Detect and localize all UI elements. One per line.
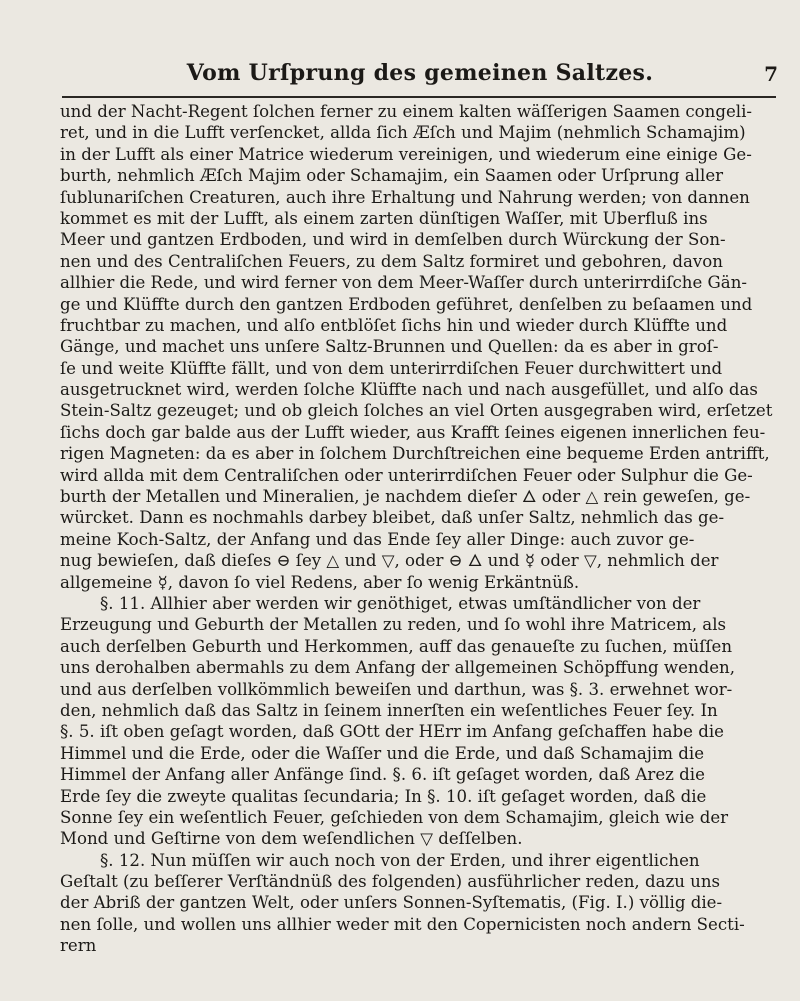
text-line: und aus derſelben vollkömmlich beweiſen und darthun, was §. 3. erwehnet wor-: [60, 679, 733, 699]
text-line: würcket. Dann es nochmahls darbey bleibet, daß unſer Saltz, nehmlich das ge-: [60, 508, 725, 528]
text-line: kommet es mit der Lufft, als einem zarten dünſtigen Waſſer, mit Uberfluß ins: [60, 208, 708, 228]
text-line: Stein-Saltz gezeuget; und ob gleich ſolches an viel Orten ausgegraben wird, erſetzet: [60, 401, 773, 421]
text-line: ausgetrucknet wird, werden ſolche Klüffte nach und nach ausgefüllet, und alſo das: [60, 380, 758, 400]
page-number: 7: [764, 62, 778, 86]
text-line: §. 5. iſt oben geſagt worden, daß GOtt der HErr im Anfang geſchaffen habe die: [60, 722, 724, 742]
header-rule: [62, 96, 776, 98]
text-line: uns derohalben abermahls zu dem Anfang der allgemeinen Schöpffung wenden,: [60, 658, 736, 678]
running-title: Vom Urſprung des gemeinen Saltzes.: [186, 60, 654, 86]
text-line: wird allda mit dem Centraliſchen oder unterirrdiſchen Feuer oder Sulphur die Ge-: [60, 465, 753, 485]
text-line: und der Nacht-Regent ſolchen ferner zu einem kalten wäſſerigen Saamen congeli-: [60, 102, 752, 121]
text-line: Meer und gantzen Erdboden, und wird in demſelben durch Würckung der Son-: [60, 230, 726, 250]
text-line: allgemeine ☿, davon ſo viel Redens, aber ſo wenig Erkäntnüß.: [60, 572, 580, 592]
text-line: den, nehmlich daß das Saltz in ſeinem innerſten ein weſentliches Feuer ſey. In: [60, 700, 718, 720]
text-line: meine Koch-Saltz, der Anfang und das Ende ſey aller Dinge: auch zuvor ge-: [60, 529, 695, 549]
text-line: burth, nehmlich Æſch Majim oder Schamajim, ein Saamen oder Urſprung aller: [60, 166, 724, 186]
text-line: Mond und Geſtirne von dem weſendlichen ▽ deſſelben.: [60, 829, 523, 849]
body-text: [60, 101, 780, 957]
text-line: ſe und weite Klüffte fällt, und von dem unterirrdiſchen Feuer durchwittert und: [60, 358, 723, 378]
text-line: nug bewieſen, daß dieſes ⊖ ſey △ und ▽, oder ⊖ 🜂 und ☿ oder ▽, nehmlich der: [60, 551, 719, 571]
text-line: Erzeugung und Geburth der Metallen zu reden, und ſo wohl ihre Matricem, als: [60, 615, 727, 635]
page-header: [60, 60, 780, 88]
text-line: in der Lufft als einer Matrice wiederum vereinigen, und wiederum eine einige Ge-: [60, 144, 752, 164]
text-line: fruchtbar zu machen, und alſo entblöſet ſichs hin und wieder durch Klüffte und: [60, 315, 728, 335]
text-line: ſublunariſchen Creaturen, auch ihre Erhaltung und Nahrung werden; von dannen: [60, 187, 750, 207]
text-line: allhier die Rede, und wird ferner von dem Meer-Waſſer durch unterirrdiſche Gän-: [60, 273, 747, 293]
text-line: Sonne ſey ein weſentlich Feuer, geſchieden von dem Schamajim, gleich wie der: [60, 807, 729, 827]
text-line: rern: [60, 936, 97, 956]
text-line: Himmel der Anfang aller Anfänge ſind. §. 6. iſt geſaget worden, daß Arez die: [60, 765, 705, 785]
text-line: ret, und in die Lufft verſencket, allda ſich Æſch und Majim (nehmlich Schamajim): [60, 123, 746, 143]
text-line: Geſtalt (zu beſſerer Verſtändnüß des folgenden) ausführlicher reden, dazu uns: [60, 872, 721, 892]
text-line: ge und Klüffte durch den gantzen Erdboden geführet, denſelben zu beſaamen und: [60, 294, 753, 314]
text-line: nen und des Centraliſchen Feuers, zu dem Saltz formiret und gebohren, davon: [60, 251, 723, 271]
text-line: der Abriß der gantzen Welt, oder unſers Sonnen-Syſtematis, (Fig. I.) völlig die-: [60, 893, 723, 913]
text-line: §. 12. Nun müſſen wir auch noch von der Erden, und ihrer eigentlichen: [100, 850, 700, 870]
text-line: Gänge, und machet uns unſere Saltz-Brunnen und Quellen: da es aber in groſ-: [60, 337, 719, 357]
text-line: auch derſelben Geburth und Herkommen, auff das genaueſte zu ſuchen, müſſen: [60, 636, 733, 656]
text-line: Himmel und die Erde, oder die Waſſer und die Erde, und daß Schamajim die: [60, 743, 705, 763]
text-line: Erde ſey die zweyte qualitas ſecundaria; In §. 10. iſt geſaget worden, daß die: [60, 786, 707, 806]
text-line: rigen Magneten: da es aber in ſolchem Durchſtreichen eine bequeme Erden antrifft,: [60, 444, 770, 464]
text-line: ſichs doch gar balde aus der Lufft wieder, aus Krafft ſeines eigenen innerlichen feu-: [60, 422, 766, 442]
text-line: nen ſolle, und wollen uns allhier weder mit den Copernicisten noch andern Secti-: [60, 914, 745, 934]
text-line: §. 11. Allhier aber werden wir genöthiget, etwas umſtändlicher von der: [100, 593, 701, 613]
text-line: burth der Metallen und Mineralien, je nachdem dieſer 🜂 oder △ rein geweſen, ge-: [60, 487, 751, 507]
